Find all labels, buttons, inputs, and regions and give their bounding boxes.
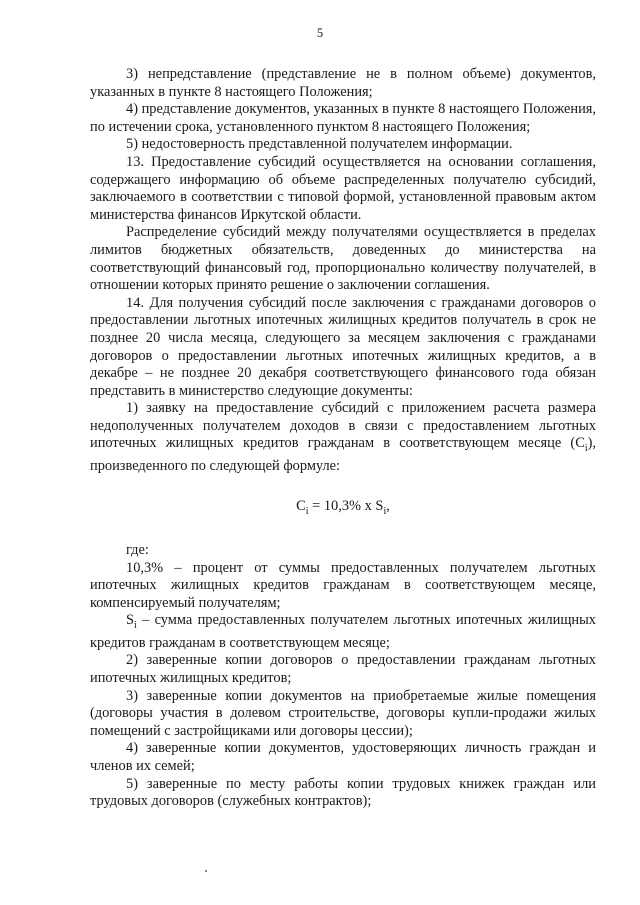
formula-sub-1: i [305,505,309,517]
document-body [90,66,596,811]
formula-end: , [386,497,390,514]
paragraph-doc-4: 4) заверенные копии документов, удостоверяющих личность граждан и членов их семей; [90,740,596,774]
paragraph-13: 13. Предоставление субсидий осуществляется на основании соглашения, содержащего информацию об объеме распределенных получателю субсидий, заключаемого в соответствии с типовой формой, установленной правовым актом министерства финансов Иркутской области. [90,153,596,223]
paragraph-doc-2: 2) заверенные копии договоров о предоставлении гражданам льготных ипотечных жилищных кредитов; [90,652,596,687]
where-label: где: [126,542,149,558]
formula-sub-2: i [383,505,387,517]
formula [90,498,596,520]
request-text: 1) заявку на предоставление субсидий с приложением расчета размера недополученных получателем доходов в связи с предоставлением льготных ипотечных жилищных кредитов гражданам в соответствующем месяце (C [90,400,596,452]
paragraph-item-4: 4) представление документов, указанных в пункте 8 настоящего Положения, по истечении срока, установленного пунктом 8 настоящего Положения; [90,101,596,135]
paragraph-percent: 10,3% – процент от суммы предоставленных получателем льготных ипотечных жилищных кредитов гражданам в соответствующем месяце, компенсируемый получателям; [90,559,596,611]
request-subscript: i [584,443,588,455]
paragraph-distribution: Распределение субсидий между получателями осуществляется в пределах лимитов бюджетных обязательств, доведенных до министерства на соответствующий финансовый год, пропорционально количеству получателей, в отношении которых принято решение о заключении соглашения. [90,224,596,294]
request-text-end: ), произведенного по следующей формуле: [90,435,596,474]
formula-c: C [296,497,306,514]
paragraph-14: 14. Для получения субсидий после заключения с гражданами договоров о предоставлении льготных ипотечных жилищных кредитов получатель в срок не позднее 20 числа месяца, следующего за месяцем заключения с гражданами договоров о предоставлении льготных ипотечных жилищных кредитов, а в декабре – не позднее 20 декабря соответствующего финансового года обязан представить в министерство следующие документы: [90,294,596,399]
scan-speck [205,870,207,872]
paragraph-si [90,612,596,652]
paragraph-request [90,400,596,475]
paragraph-doc-5: 5) заверенные по месту работы копии трудовых книжек граждан или трудовых договоров (служебных контрактов); [90,775,596,810]
si-letter: S [126,612,135,629]
formula-middle: = 10,3% х S [308,497,384,514]
paragraph-doc-3: 3) заверенные копии документов на приобретаемые жилые помещения (договоры участия в долевом строительстве, договоры купли-продажи жилых помещений с застройщиками или договоры цессии); [90,687,596,739]
si-text: – сумма предоставленных получателем льготных ипотечных жилищных кредитов гражданам в соответствующем месяце; [90,612,596,651]
paragraph-item-5: 5) недостоверность представленной получателем информации. [126,136,513,153]
page-number: 5 [316,26,324,40]
paragraph-item-3: 3) непредставление (представление не в полном объеме) документов, указанных в пункте 8 настоящего Положения; [90,66,596,100]
si-subscript: i [134,620,137,632]
